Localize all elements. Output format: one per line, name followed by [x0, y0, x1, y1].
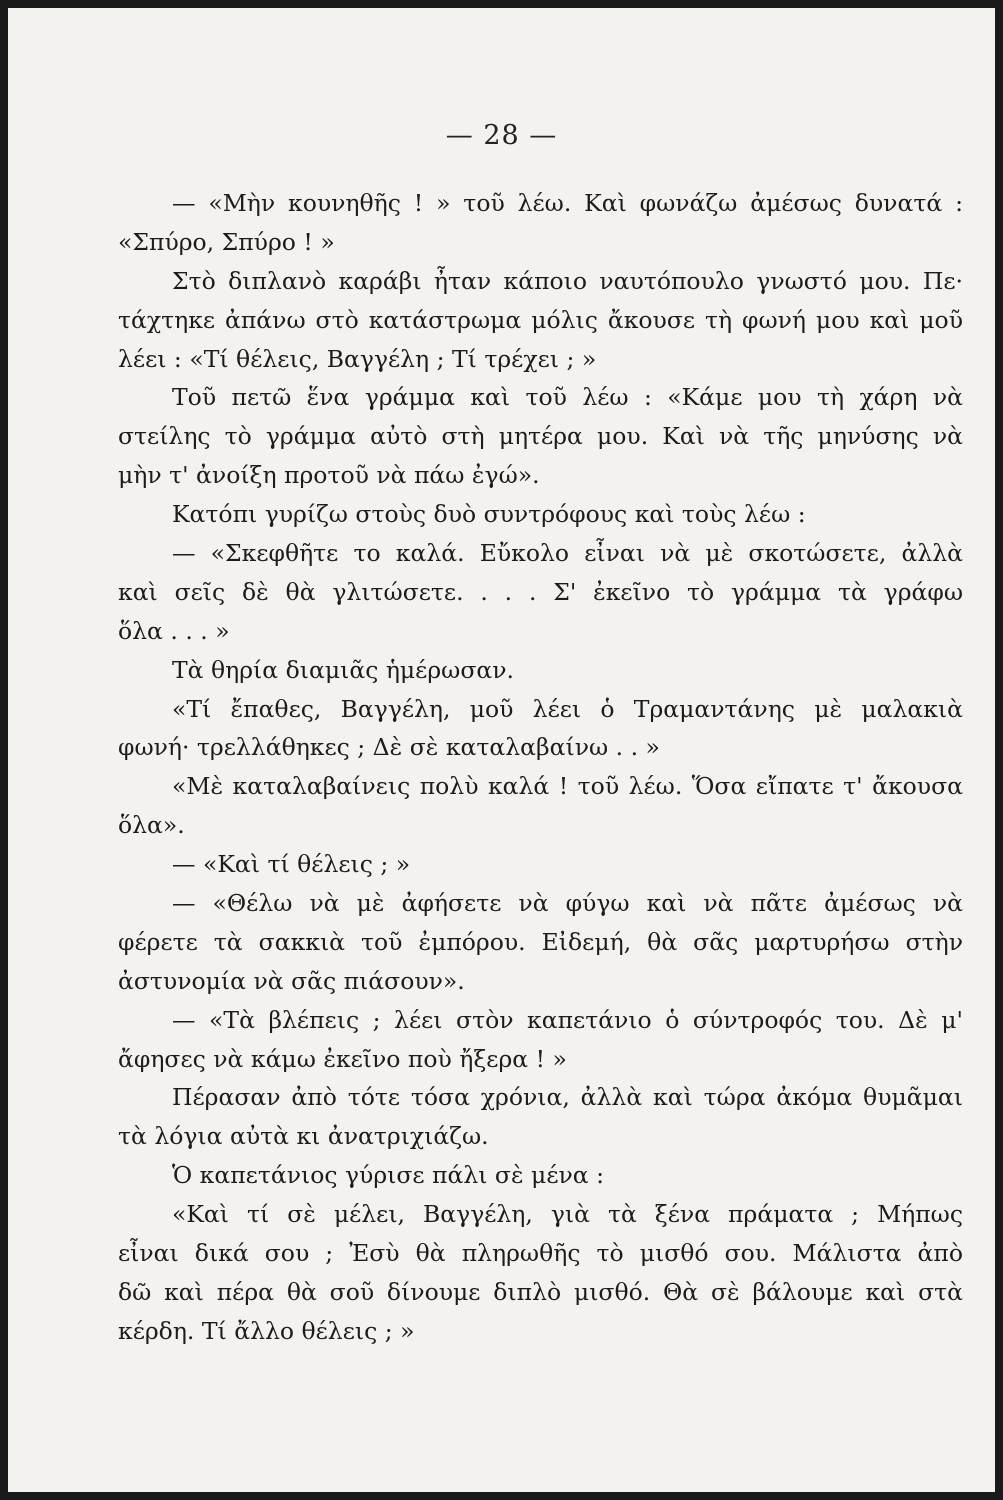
text-line: φέρετε τὰ σακκιὰ τοῦ ἐμπόρου. Εἰδεμή, θὰ σᾶς μαρτυρήσω στὴν	[118, 927, 963, 956]
text-line: στείλης τὸ γράμμα αὐτὸ στὴ μητέρα μου. Καὶ νὰ τῆς μηνύσης νὰ	[118, 422, 963, 451]
text-line: ὅλα».	[118, 811, 185, 840]
text-line: Τὰ θηρία διαμιᾶς ἡμέρωσαν.	[172, 655, 515, 684]
text-line: καὶ σεῖς δὲ θὰ γλιτώσετε. . . . Σ' ἐκεῖνο τὸ γράμμα τὰ γράφω	[118, 577, 963, 606]
text-line: φωνή· τρελλάθηκες ; Δὲ σὲ καταλαβαίνω . . »	[118, 733, 660, 762]
text-line: δῶ καὶ πέρα θὰ σοῦ δίνουμε διπλὸ μισθό. Θὰ σὲ βάλουμε καὶ στὰ	[118, 1277, 963, 1306]
text-line: «Καὶ τί σὲ μέλει, Βαγγέλη, γιὰ τὰ ξένα πράματα ; Μήπως	[172, 1200, 963, 1229]
text-line: μὴν τ' ἀνοίξη προτοῦ νὰ πάω ἐγώ».	[118, 461, 540, 490]
book-page	[8, 8, 995, 1492]
text-line: Τοῦ πετῶ ἕνα γράμμα καὶ τοῦ λέω : «Κάμε μου τὴ χάρη νὰ	[172, 383, 963, 412]
text-line: — «Θέλω νὰ μὲ ἀφήσετε νὰ φύγω καὶ νὰ πᾶτε ἀμέσως νὰ	[172, 889, 963, 918]
text-line: ὅλα . . . »	[118, 616, 230, 645]
text-line: — «Μὴν κουνηθῆς ! » τοῦ λέω. Καὶ φωνάζω ἀμέσως δυνατά :	[172, 189, 963, 217]
text-line: Κατόπι γυρίζω στοὺς δυὸ συντρόφους καὶ τοὺς λέω :	[172, 500, 806, 529]
page-number: — 28 —	[445, 120, 558, 151]
text-line: λέει : «Τί θέλεις, Βαγγέλη ; Τί τρέχει ; »	[118, 344, 597, 373]
text-line: εἶναι δικά σου ; Ἐσὺ θὰ πληρωθῆς τὸ μισθό σου. Μάλιστα ἀπὸ	[118, 1239, 963, 1268]
text-line: Πέρασαν ἀπὸ τότε τόσα χρόνια, ἀλλὰ καὶ τώρα ἀκόμα θυμᾶμαι	[172, 1083, 963, 1112]
text-line: τὰ λόγια αὐτὰ κι ἀνατριχιάζω.	[118, 1122, 489, 1151]
text-line: Στὸ διπλανὸ καράβι ἦταν κάποιο ναυτόπουλο γνωστό μου. Πε·	[172, 266, 963, 295]
body-text	[118, 184, 963, 1351]
text-line: Ὁ καπετάνιος γύρισε πάλι σὲ μένα :	[172, 1161, 605, 1190]
text-line: τάχτηκε ἀπάνω στὸ κατάστρωμα μόλις ἄκουσε τὴ φωνή μου καὶ μοῦ	[118, 305, 963, 334]
text-line: «Τί ἔπαθες, Βαγγέλη, μοῦ λέει ὁ Τραμαντάνης μὲ μαλακιὰ	[172, 694, 963, 723]
text-line: — «Σκεφθῆτε το καλά. Εὔκολο εἶναι νὰ μὲ σκοτώσετε, ἀλλὰ	[172, 539, 963, 568]
text-line: — «Καὶ τί θέλεις ; »	[172, 850, 411, 879]
text-line: κέρδη. Τί ἄλλο θέλεις ; »	[118, 1316, 415, 1345]
text-line: ἀστυνομία νὰ σᾶς πιάσουν».	[118, 966, 465, 995]
text-line: «Σπύρο, Σπύρο ! »	[118, 227, 335, 256]
text-line: ἄφησες νὰ κάμω ἐκεῖνο ποὺ ἤξερα ! »	[118, 1044, 567, 1073]
text-line: — «Τὰ βλέπεις ; λέει στὸν καπετάνιο ὁ σύντροφός του. Δὲ μ'	[172, 1005, 963, 1034]
text-line: «Μὲ καταλαβαίνεις πολὺ καλά ! τοῦ λέω. Ὅσα εἴπατε τ' ἄκουσα	[172, 772, 963, 801]
